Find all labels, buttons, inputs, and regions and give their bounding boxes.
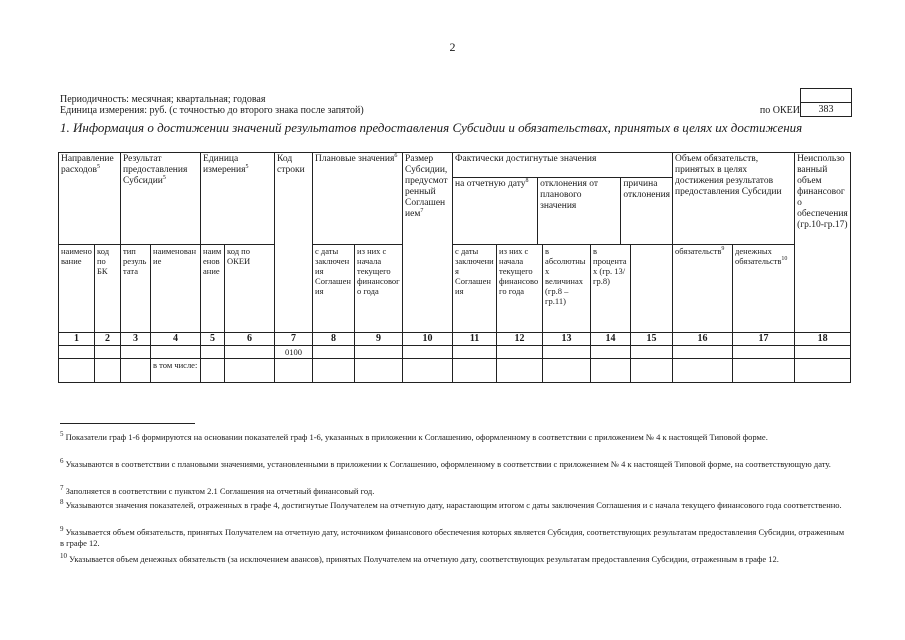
col-number: 4: [151, 333, 201, 346]
footnote-6: $^6$ Указываются в соответствии с плановыми значениями, установленными в приложении к Соглашению, оформленному в соответствии с приложением № 4 к настоящей Типовой форме, на соответствующую дату.: [60, 457, 831, 469]
col-number: 12: [497, 333, 543, 346]
sub-unit-name: наименование: [201, 245, 225, 333]
header-agreement-size: Размер Субсидии, предусмотренный Соглашением$^7$: [403, 153, 453, 333]
header-actual: [453, 153, 673, 245]
col-number: 8: [313, 333, 355, 346]
sub-actual-from-date: с даты заключения Соглашения: [453, 245, 497, 333]
col-number: 7: [275, 333, 313, 346]
sub-direction-name: наименование: [59, 245, 95, 333]
sub-direction-bk: код по БК: [95, 245, 121, 333]
header-obligations: Объем обязательств, принятых в целях достижения результатов предоставления Субсидии: [673, 153, 795, 245]
col-number: 5: [201, 333, 225, 346]
results-table: [58, 152, 851, 383]
table-row: [59, 346, 851, 359]
sub-actual-from-year: из них с начала текущего финансового года: [497, 245, 543, 333]
sub-obligations: обязательств$^9$: [673, 245, 733, 333]
col-number: 3: [121, 333, 151, 346]
col-number: 18: [795, 333, 851, 346]
sub-plan-from-date: с даты заключения Соглашения: [313, 245, 355, 333]
sub-deviation-abs: в абсолютных величинах (гр.8 – гр.11): [543, 245, 591, 333]
header-unused: Неиспользованный объем финансового обеспечения (гр.10-гр.17): [795, 153, 851, 333]
header-result: Результат предоставления Субсидии$^5$: [121, 153, 201, 245]
periodicity-line: Периодичность: месячная; квартальная; годовая: [60, 94, 266, 105]
header-direction: Направление расходов$^5$: [59, 153, 121, 245]
footnote-7: $^7$ Заполняется в соответствии с пунктом 2.1 Соглашения на отчетный финансовый год.: [60, 484, 375, 496]
sub-plan-from-year: из них с начала текущего финансового года: [355, 245, 403, 333]
col-number: 11: [453, 333, 497, 346]
footnote-10: $^{10}$ Указывается объем денежных обязательств (за исключением авансов), принятых Получателем на отчетную дату, соответствующих результатам предоставления Субсидии, отраженным в графе 12.: [60, 552, 779, 564]
column-numbers-row: [59, 333, 851, 346]
header-unit: Единица измерения$^5$: [201, 153, 275, 245]
header-line-code: Код строки: [275, 153, 313, 333]
header-deviation: отклонения от планового значения: [538, 178, 621, 244]
section-title: 1. Информация о достижении значений результатов предоставления Субсидии и обязательствах, принятых в целях их достижения: [60, 120, 803, 135]
col-number: 2: [95, 333, 121, 346]
row-line-code: 0100: [275, 346, 313, 359]
table-row: [59, 359, 851, 383]
col-number: 6: [225, 333, 275, 346]
col-number: 1: [59, 333, 95, 346]
header-planned: Плановые значения$^6$: [313, 153, 403, 245]
header-on-date: на отчетную дату$^8$: [453, 178, 538, 244]
okei-code: 383: [800, 102, 852, 117]
page-number: 2: [449, 40, 456, 54]
col-number: 9: [355, 333, 403, 346]
col-number: 15: [631, 333, 673, 346]
footnote-8: $^8$ Указываются значения показателей, отраженных в графе 4, достигнутые Получателем на отчетную дату, нарастающим итогом с даты заключения Соглашения и с начала текущего финансового года соответственно.: [60, 498, 842, 510]
sub-unit-okei: код по ОКЕИ: [225, 245, 275, 333]
okei-box-empty: [800, 88, 852, 103]
col-number: 10: [403, 333, 453, 346]
row-incl-label: в том числе:: [151, 359, 201, 383]
sub-result-name: наименование: [151, 245, 201, 333]
sub-result-type: тип результата: [121, 245, 151, 333]
sub-deviation-pct: в процентах (гр. 13/ гр.8): [591, 245, 631, 333]
footnote-9: $^9$ Указывается объем обязательств, принятых Получателем на отчетную дату, источником финансового обеспечения которых является Субсидия, соответствующих результатам предоставления Субсидии, отраженным в графе 12.: [60, 525, 845, 548]
col-number: 17: [733, 333, 795, 346]
sub-reason-empty: [631, 245, 673, 333]
header-reason: причина отклонения: [623, 179, 671, 200]
col-number: 16: [673, 333, 733, 346]
okei-label: по ОКЕИ: [759, 105, 800, 116]
col-number: 14: [591, 333, 631, 346]
footnote-5: $^5$ Показатели граф 1-6 формируются на основании показателей граф 1-6, указанных в приложении к Соглашению, оформленному в соответствии с приложением № 4 к настоящей Типовой форме.: [60, 430, 768, 442]
header-actual-title: Фактически достигнутые значения: [453, 153, 672, 178]
footnote-divider: [60, 423, 195, 424]
col-number: 13: [543, 333, 591, 346]
unit-line: Единица измерения: руб. (с точностью до второго знака после запятой): [60, 105, 364, 116]
sub-money-obligations: денежных обязательств$^{10}$: [733, 245, 795, 333]
